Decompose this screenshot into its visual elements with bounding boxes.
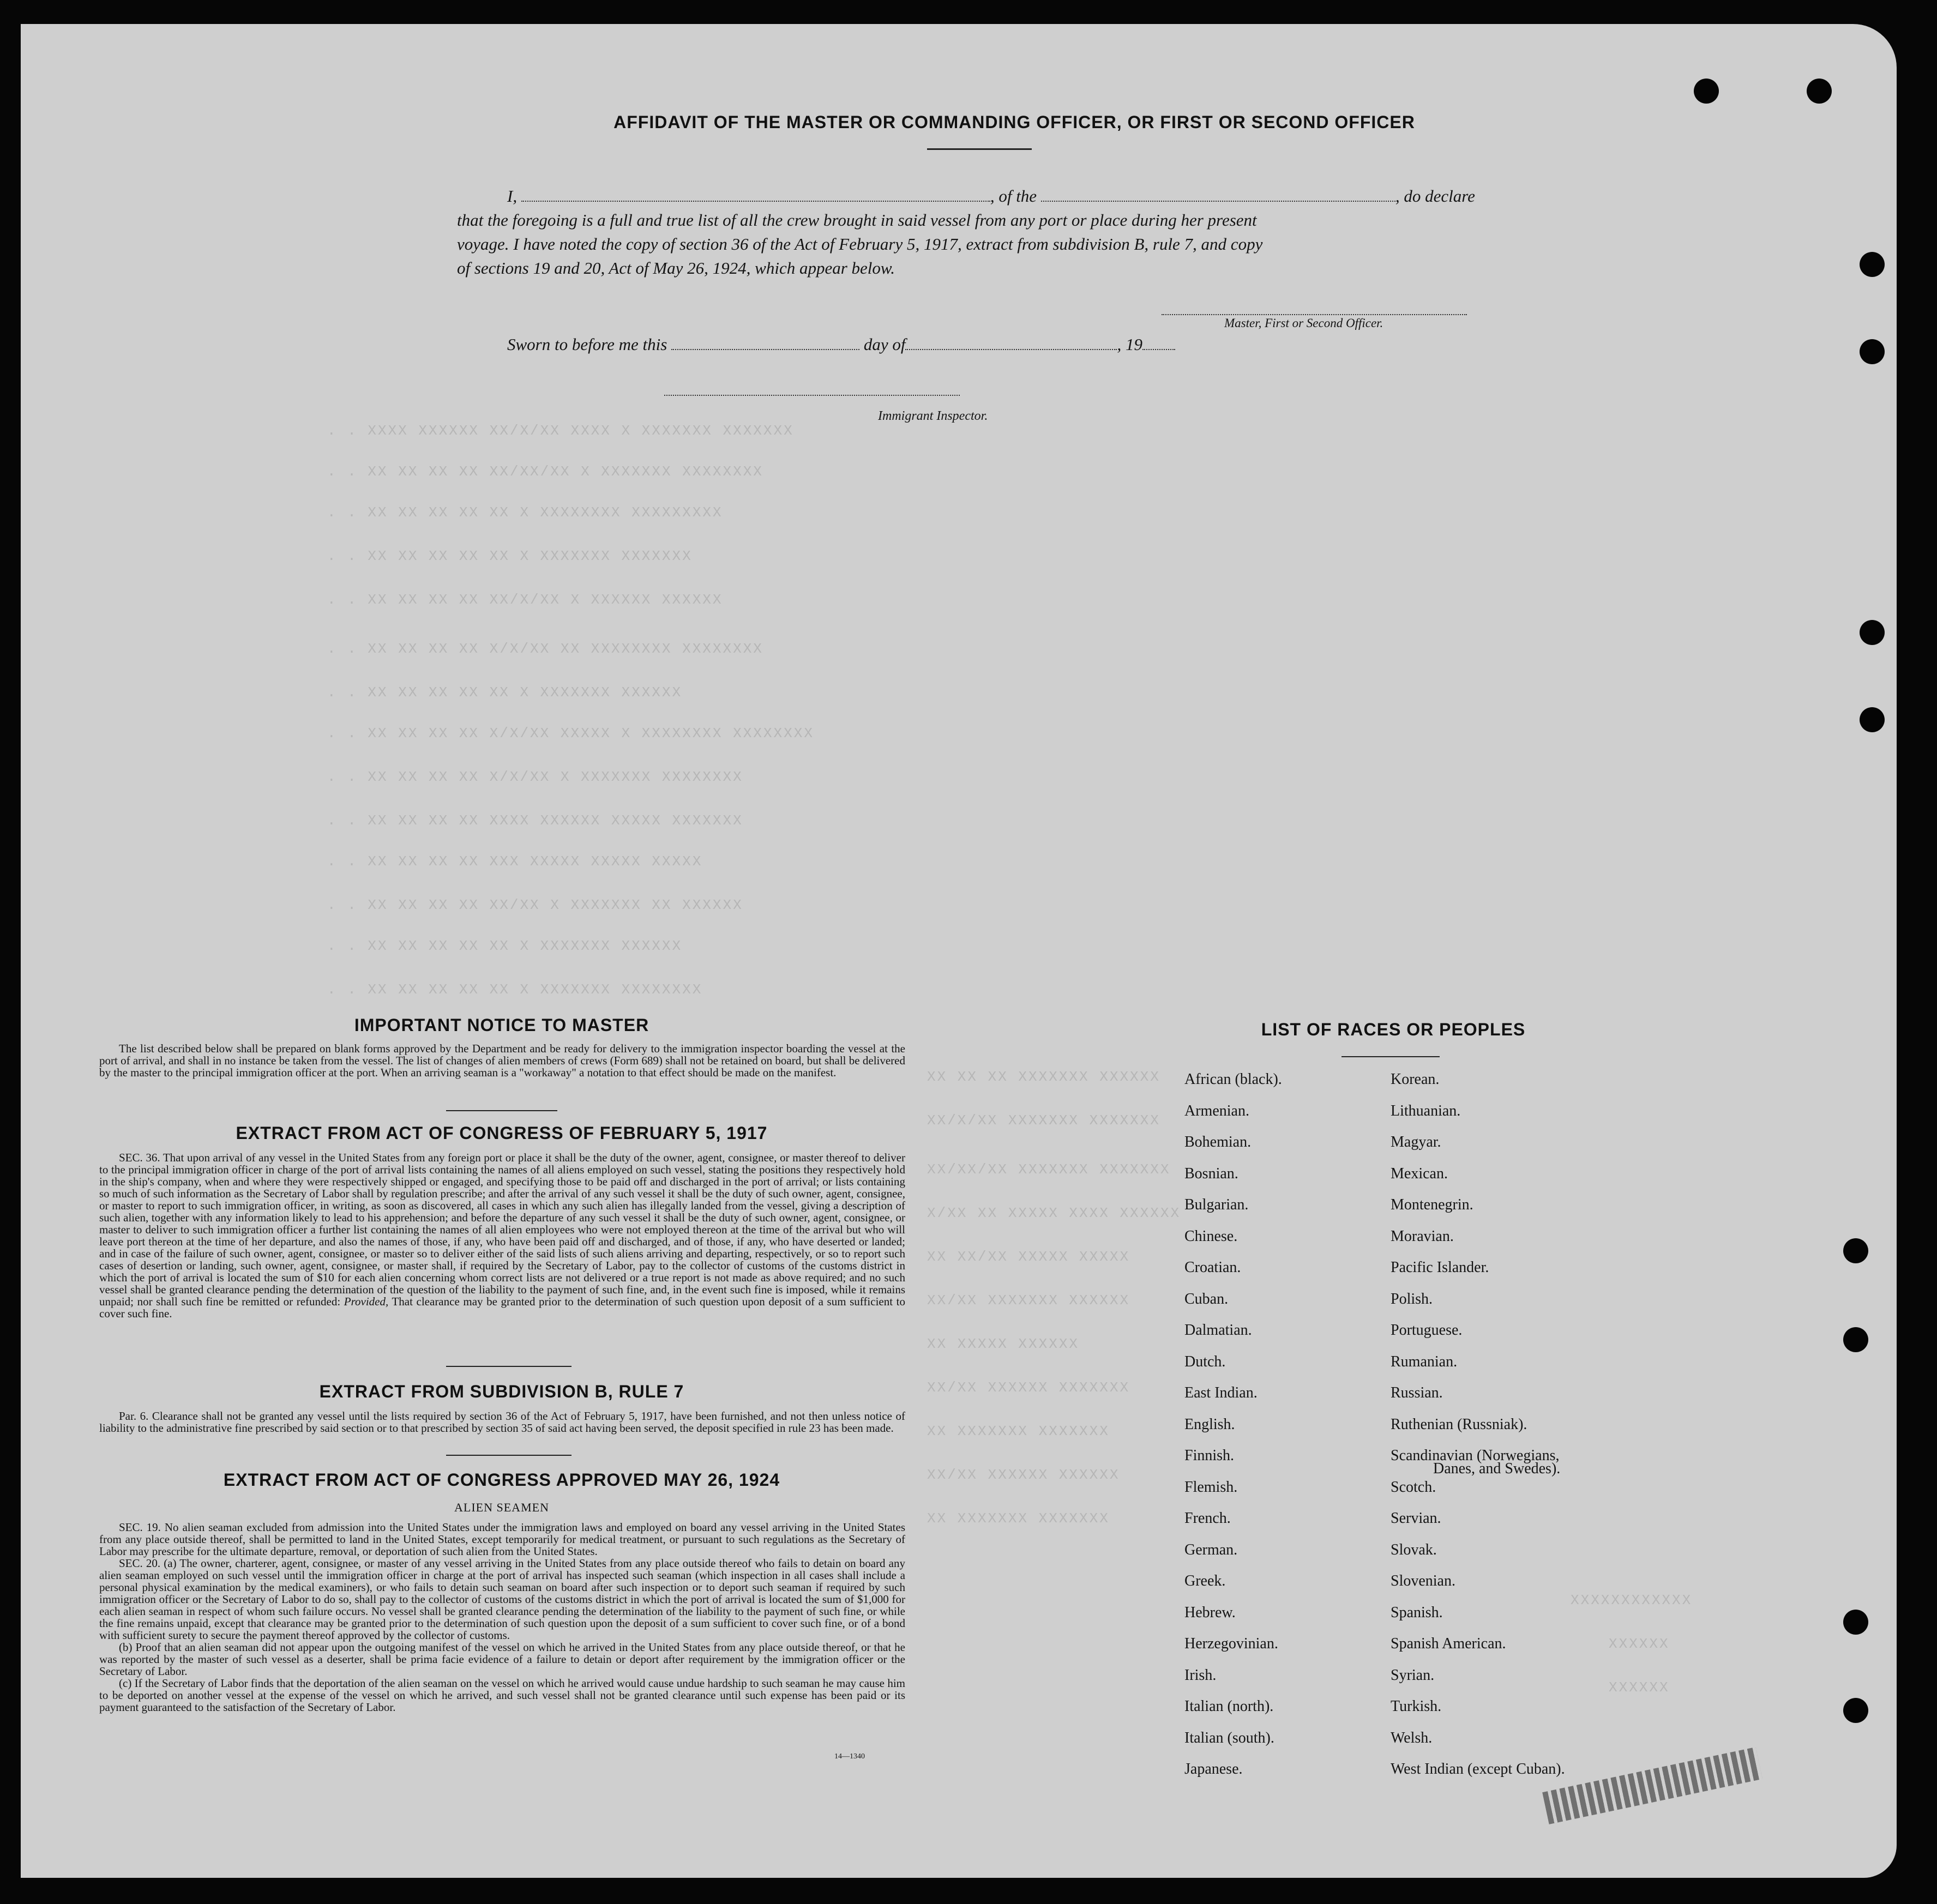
punch-hole: [1694, 79, 1719, 104]
sworn-month-field[interactable]: [905, 335, 1117, 350]
alien-seamen-subtitle: ALIEN SEAMEN: [454, 1501, 549, 1514]
punch-hole: [1843, 1238, 1868, 1263]
race-item: Herzegovinian.: [1184, 1635, 1278, 1652]
divider: [446, 1110, 557, 1111]
race-item: French.: [1184, 1510, 1231, 1527]
affidavit-line-3: voyage. I have noted the copy of section 36 of the Act of February 5, 1917, extract from subdivision B, rule 7, and copy: [457, 234, 1263, 254]
punch-hole: [1860, 339, 1885, 364]
act-1917-text-main: SEC. 36. That upon arrival of any vessel in the United States from any foreign port or place it shall be the duty of the owner, agent, consignee, or master thereof to deliver to the principal immigration officer in charge of the port of arrival lists containing the names of all aliens employed on such vessel, stating the positions they respectively hold in the ship's company, when and where they were respectively shipped or engaged, and specifying those to be paid off and discharged in the port of arrival; or lists containing so much of such information as the Secretary of Labor shall by regulation prescribe; and after the arrival of any such vessel it shall be the duty of such owner, agent, consignee, or master to report to such immigration officer, in writing, as soon as discovered, all cases in which any such alien has illegally landed from the vessel, giving a description of such alien, together with any information likely to lead to his apprehension; and before the departure of any such vessel it shall be the duty of such owner, agent, consignee, or master to deliver to such immigration officer a further list containing the names of all alien employees who were not employed thereon at the time of the arrival but who will leave port thereon at the time of her departure, and also the names of those, if any, who have been paid off and discharged, and of those, if any, who have deserted or landed; and in case of the failure of such owner, agent, consignee, or master so to deliver either of the said lists of such aliens arriving and departing, respectively, or so to report such cases of desertion or landing, such owner, agent, consignee, or master shall, if required by the Secretary of Labor, pay to the collector of customs of the customs district in which the port of arrival is located the sum of $10 for each alien concerning whom correct lists are not delivered or a true report is not made as above required; and no such vessel shall be granted clearance pending the determination of the question of the liability to the payment of such fine, and, in the event such fine is imposed, while it remains unpaid; nor shall such fine be remitted or refunded:: [99, 1151, 905, 1308]
punch-hole: [1843, 1698, 1868, 1723]
act-1924-sec-20c: (c) If the Secretary of Labor finds that the deportation of the alien seaman on the vessel on which he arrived would cause undue hardship to such seaman he may cause him to be deported on another vessel at the expense of the vessel on which he arrived, and such vessel shall not be granted clearance until such expense has been paid or its payment guaranteed to the satisfaction of the Secretary of Labor.: [99, 1677, 905, 1714]
punch-hole: [1860, 252, 1885, 277]
race-item: Polish.: [1391, 1291, 1433, 1308]
race-item: Lithuanian.: [1391, 1102, 1461, 1119]
day-of-label: day of: [863, 335, 906, 354]
subdivision-b-text: Par. 6. Clearance shall not be granted any vessel until the lists required by section 36 of the Act of February 5, 1917, have been furnished, and not then unless notice of liability to the administrative fine prescribed by said section or to that prescribed by section 35 of said act having been served, the deposit specified in rule 23 has been made.: [99, 1409, 905, 1435]
race-item: Bosnian.: [1184, 1165, 1238, 1182]
race-item: Armenian.: [1184, 1102, 1249, 1119]
vessel-name-field[interactable]: [1041, 186, 1395, 202]
race-item: Syrian.: [1391, 1667, 1435, 1684]
punch-hole: [1843, 1610, 1868, 1635]
race-item: Mexican.: [1391, 1165, 1448, 1182]
race-item: English.: [1184, 1416, 1235, 1433]
race-item: Portuguese.: [1391, 1322, 1463, 1339]
race-item: Japanese.: [1184, 1761, 1243, 1778]
divider: [446, 1455, 572, 1456]
act-1917-text: [99, 1152, 905, 1319]
form-number: 14—1340: [834, 1752, 865, 1761]
affidavit-line-2: that the foregoing is a full and true list of all the crew brought in said vessel from any port or place during her present: [457, 210, 1257, 230]
act-1924-sec-19: SEC. 19. No alien seaman excluded from admission into the United States under the immigration laws and employed on board any vessel arriving in the United States from any place outside thereof, shall be permitted to land in the United States, except temporarily for medical treatment, or pursuant to such regulations as the Secretary of Labor may prescribe for the ultimate departure, removal, or deportation of such alien from the United States.: [99, 1521, 905, 1558]
declarant-name-field[interactable]: [521, 186, 990, 202]
race-item: Croatian.: [1184, 1259, 1241, 1276]
punch-hole: [1860, 707, 1885, 732]
inspector-signature-line[interactable]: [664, 395, 960, 396]
affidavit-i-label: I,: [507, 186, 518, 206]
affidavit-line-4: of sections 19 and 20, Act of May 26, 1924, which appear below.: [457, 258, 895, 278]
race-item: Bohemian.: [1184, 1134, 1252, 1150]
race-item: Korean.: [1391, 1071, 1440, 1088]
of-the-label: , of the: [990, 186, 1037, 206]
race-item: Rumanian.: [1391, 1353, 1458, 1370]
race-item: Turkish.: [1391, 1698, 1442, 1715]
races-title: LIST OF RACES OR PEOPLES: [1261, 1020, 1526, 1039]
race-item: East Indian.: [1184, 1384, 1258, 1401]
punch-hole: [1860, 620, 1885, 645]
race-item: Slovenian.: [1391, 1572, 1455, 1589]
race-item: Irish.: [1184, 1667, 1217, 1684]
act-1924-sec-20a: SEC. 20. (a) The owner, charterer, agent, consignee, or master of any vessel arriving in the United States from any place outside thereof who fails to detain on board any alien seaman employed on such vessel until the immigration officer in charge at the port of arrival has inspected such seaman (which inspection in all cases shall include a personal physical examination by the medical examiners), or who fails to detain such seaman on board after such inspection or to deport such seaman if required by such immigration officer or the Secretary of Labor to do so, shall pay to the collector of customs of the customs district in which the port of arrival is located the sum of $1,000 for each alien seaman in respect of whom such failure occurs. No vessel shall be granted clearance pending the determination of the liability to the payment of such fine, or while the fine remains unpaid, except that clearance may be granted prior to the determination of such question upon the deposit of a sum sufficient to cover such fine, or of a bond with sufficient surety to secure the payment thereof approved by the collector of customs.: [99, 1557, 905, 1642]
race-item: Magyar.: [1391, 1134, 1441, 1150]
sworn-day-field[interactable]: [671, 335, 859, 350]
race-item: Servian.: [1391, 1510, 1441, 1527]
race-item-cont: Danes, and Swedes).: [1433, 1460, 1561, 1477]
race-item: Italian (north).: [1184, 1698, 1274, 1715]
race-item: Montenegrin.: [1391, 1196, 1473, 1213]
inspector-signature-label: Immigrant Inspector.: [878, 409, 988, 423]
affidavit-body: [457, 184, 1505, 280]
act-1917-title: EXTRACT FROM ACT OF CONGRESS OF FEBRUARY 5, 1917: [236, 1123, 768, 1143]
divider: [446, 1366, 572, 1367]
race-item: Pacific Islander.: [1391, 1259, 1489, 1276]
notice-text: The list described below shall be prepared on blank forms approved by the Department and be ready for delivery to the immigration inspector boarding the vessel at the port of arrival, and shall in no instance be taken from the vessel. The list of changes of alien members of crews (Form 689) shall not be retained on board, but shall be delivered by the master to the principal immigration officer at the port. When an arriving seaman is a "workaway" a notation to that effect should be made on the manifest.: [99, 1042, 905, 1079]
race-item: Russian.: [1391, 1384, 1443, 1401]
race-item: Spanish.: [1391, 1604, 1443, 1621]
race-item: Chinese.: [1184, 1228, 1238, 1245]
act-1917-text-proviso: Provided,: [344, 1295, 389, 1308]
sworn-line: [507, 335, 1175, 354]
race-item: Greek.: [1184, 1572, 1226, 1589]
race-item: Hebrew.: [1184, 1604, 1236, 1621]
race-item: Scotch.: [1391, 1479, 1436, 1496]
act-1924-title: EXTRACT FROM ACT OF CONGRESS APPROVED MAY 26, 1924: [223, 1470, 780, 1490]
punch-hole: [1843, 1327, 1868, 1352]
race-item: Dutch.: [1184, 1353, 1226, 1370]
act-1924-text: [99, 1521, 905, 1713]
subdivision-b-title: EXTRACT FROM SUBDIVISION B, RULE 7: [319, 1382, 684, 1401]
race-item: Bulgarian.: [1184, 1196, 1249, 1213]
race-item: Welsh.: [1391, 1730, 1433, 1746]
divider: [927, 148, 1032, 150]
divider: [1342, 1056, 1440, 1057]
affidavit-title: AFFIDAVIT OF THE MASTER OR COMMANDING OFFICER, OR FIRST OR SECOND OFFICER: [613, 112, 1415, 132]
race-item: Finnish.: [1184, 1447, 1235, 1464]
race-item: Italian (south).: [1184, 1730, 1274, 1746]
sworn-year-field[interactable]: [1142, 335, 1175, 350]
punch-hole: [1807, 79, 1832, 104]
race-item: Slovak.: [1391, 1541, 1437, 1558]
race-item: Cuban.: [1184, 1291, 1229, 1308]
declare-label: , do declare: [1395, 186, 1475, 206]
master-signature-line[interactable]: [1162, 314, 1467, 315]
notice-title: IMPORTANT NOTICE TO MASTER: [354, 1015, 649, 1035]
race-item: Spanish American.: [1391, 1635, 1506, 1652]
race-item: African (black).: [1184, 1071, 1282, 1088]
master-signature-label: Master, First or Second Officer.: [1224, 316, 1383, 330]
sworn-label: Sworn to before me this: [507, 335, 667, 354]
race-item: West Indian (except Cuban).: [1391, 1761, 1565, 1778]
race-item: Flemish.: [1184, 1479, 1238, 1496]
act-1917-text-end: That clearance may be granted prior to the determination of such question upon deposit of a sum sufficient to cover such fine.: [99, 1295, 905, 1320]
race-item: Moravian.: [1391, 1228, 1454, 1245]
race-item: German.: [1184, 1541, 1238, 1558]
race-item: Scandinavian (Norwegians,: [1391, 1447, 1560, 1464]
race-item: Dalmatian.: [1184, 1322, 1252, 1339]
act-1924-sec-20b: (b) Proof that an alien seaman did not appear upon the outgoing manifest of the vessel on which he arrived in the United States from any place outside thereof, or that he was reported by the master of such vessel as a deserter, shall be prima facie evidence of a failure to detain or deport after requirement by the immigration officer or the Secretary of Labor.: [99, 1641, 905, 1678]
race-item: Ruthenian (Russniak).: [1391, 1416, 1527, 1433]
year-label: , 19: [1117, 335, 1142, 354]
